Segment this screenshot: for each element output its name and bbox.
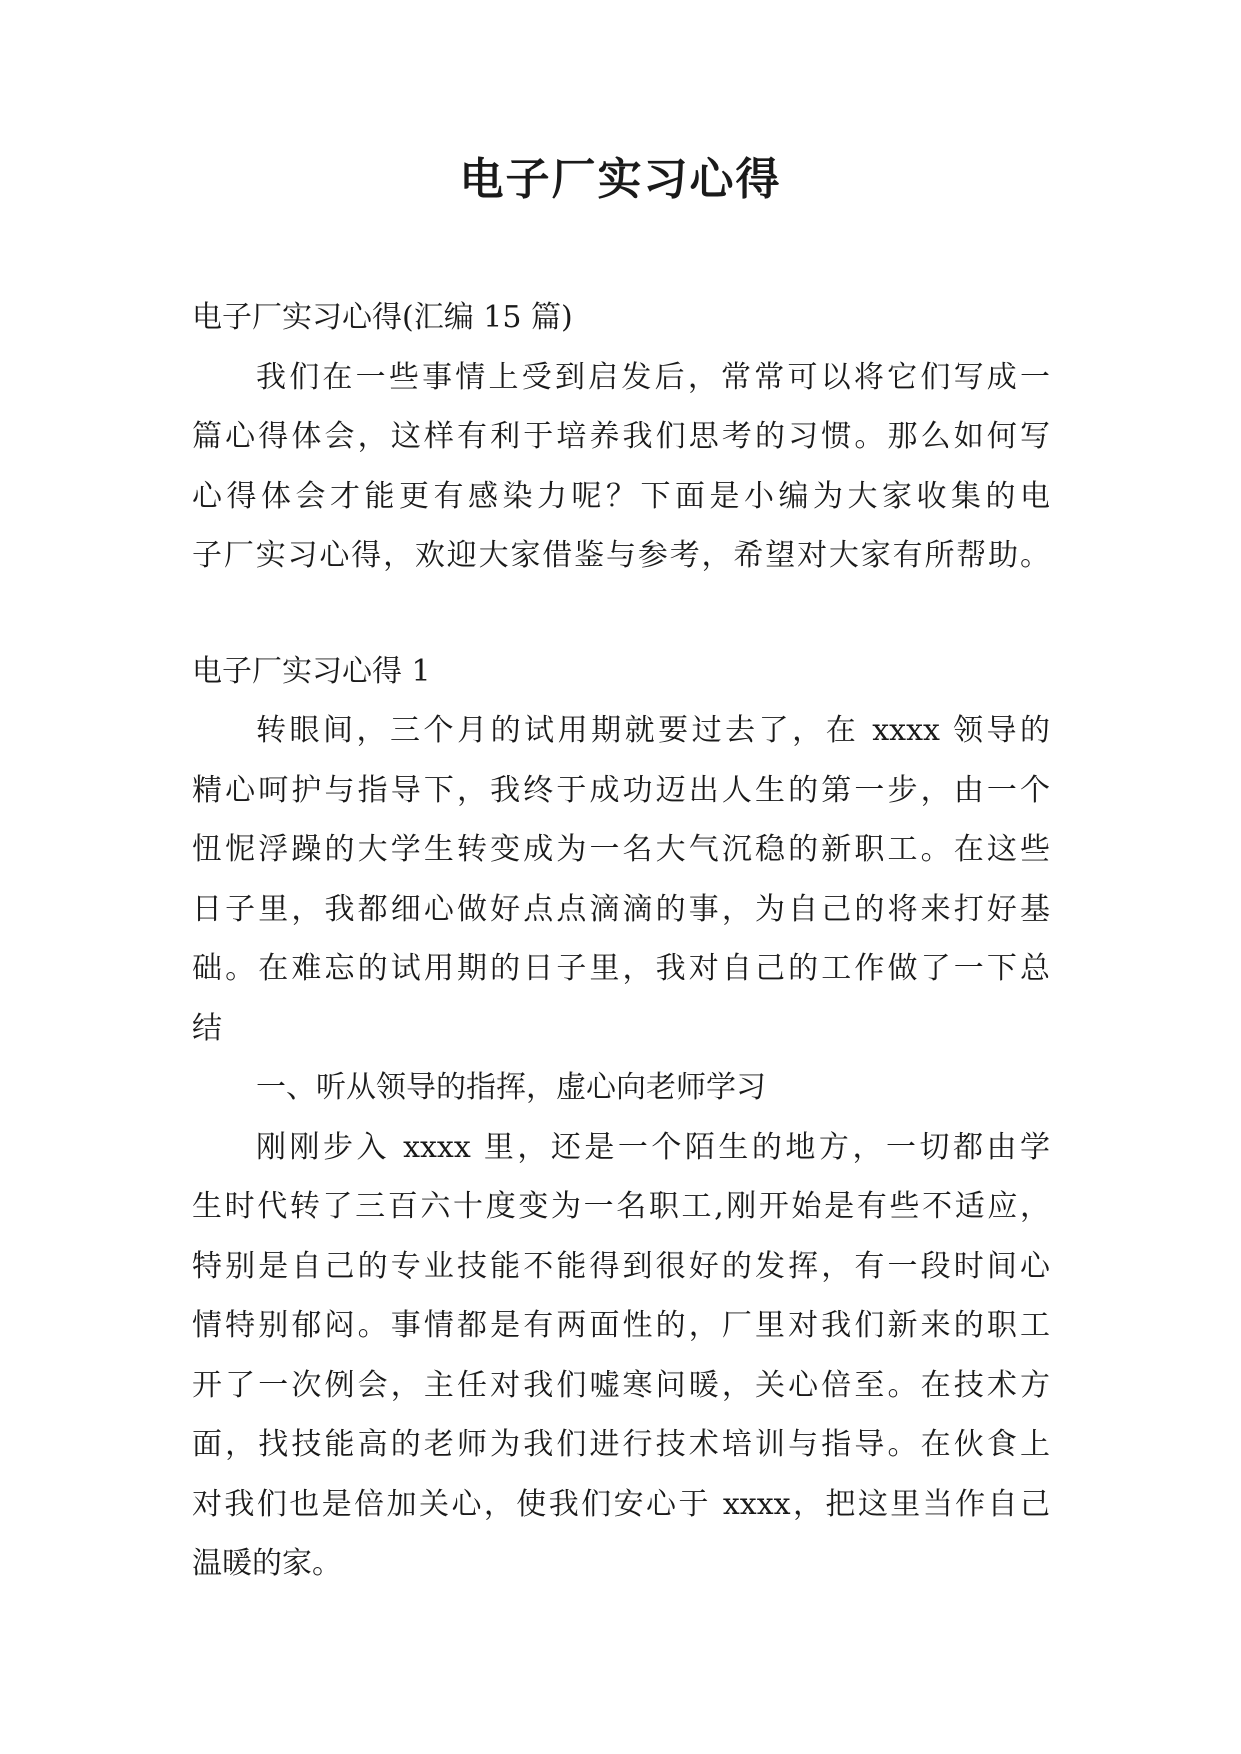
paragraph-line: 对我们也是倍加关心，使我们安心于 xxxx，把这里当作自己 bbox=[192, 1486, 1050, 1522]
paragraph-line: 开了一次例会，主任对我们嘘寒问暖，关心倍至。在技术方 bbox=[192, 1367, 1050, 1403]
paragraph-line: 特别是自己的专业技能不能得到很好的发挥，有一段时间心 bbox=[192, 1248, 1050, 1284]
paragraph-line: 生时代转了三百六十度变为一名职工,刚开始是有些不适应， bbox=[192, 1189, 1050, 1224]
paragraph-line: 情特别郁闷。事情都是有两面性的，厂里对我们新来的职工 bbox=[192, 1308, 1050, 1343]
intro-line: 篇心得体会，这样有利于培养我们思考的习惯。那么如何写 bbox=[192, 419, 1050, 454]
paragraph-line: 刚刚步入 xxxx 里，还是一个陌生的地方，一切都由学 bbox=[256, 1129, 1050, 1165]
paragraph-line: 结 bbox=[192, 1010, 222, 1046]
page-title: 电子厂实习心得 bbox=[459, 154, 782, 205]
intro-paragraph bbox=[192, 348, 1050, 586]
intro-line: 心得体会才能更有感染力呢？下面是小编为大家收集的电 bbox=[192, 478, 1050, 514]
paragraph-line: 转眼间，三个月的试用期就要过去了，在 xxxx 领导的 bbox=[256, 713, 1050, 748]
paragraph-line: 精心呵护与指导下，我终于成功迈出人生的第一步，由一个 bbox=[192, 772, 1050, 808]
point-heading: 一、听从领导的指挥，虚心向老师学习 bbox=[256, 1070, 766, 1105]
intro-line: 我们在一些事情上受到启发后，常常可以将它们写成一 bbox=[256, 359, 1050, 395]
paragraph-line: 础。在难忘的试用期的日子里，我对自己的工作做了一下总 bbox=[192, 951, 1050, 986]
section-spacer bbox=[192, 586, 1050, 642]
document-body bbox=[192, 288, 1050, 1594]
paragraph-line: 面，找技能高的老师为我们进行技术培训与指导。在伙食上 bbox=[192, 1427, 1050, 1462]
body-paragraph-2 bbox=[192, 1118, 1050, 1594]
collection-subtitle: 电子厂实习心得(汇编 15 篇) bbox=[192, 300, 573, 335]
body-paragraph-1 bbox=[192, 701, 1050, 1058]
paragraph-line: 日子里，我都细心做好点点滴滴的事，为自己的将来打好基 bbox=[192, 891, 1050, 927]
paragraph-line: 忸怩浮躁的大学生转变成为一名大气沉稳的新职工。在这些 bbox=[192, 832, 1050, 867]
intro-line: 子厂实习心得，欢迎大家借鉴与参考，希望对大家有所帮助。 bbox=[192, 538, 1050, 573]
paragraph-line: 温暖的家。 bbox=[192, 1546, 342, 1581]
section-heading: 电子厂实习心得 1 bbox=[192, 653, 431, 689]
